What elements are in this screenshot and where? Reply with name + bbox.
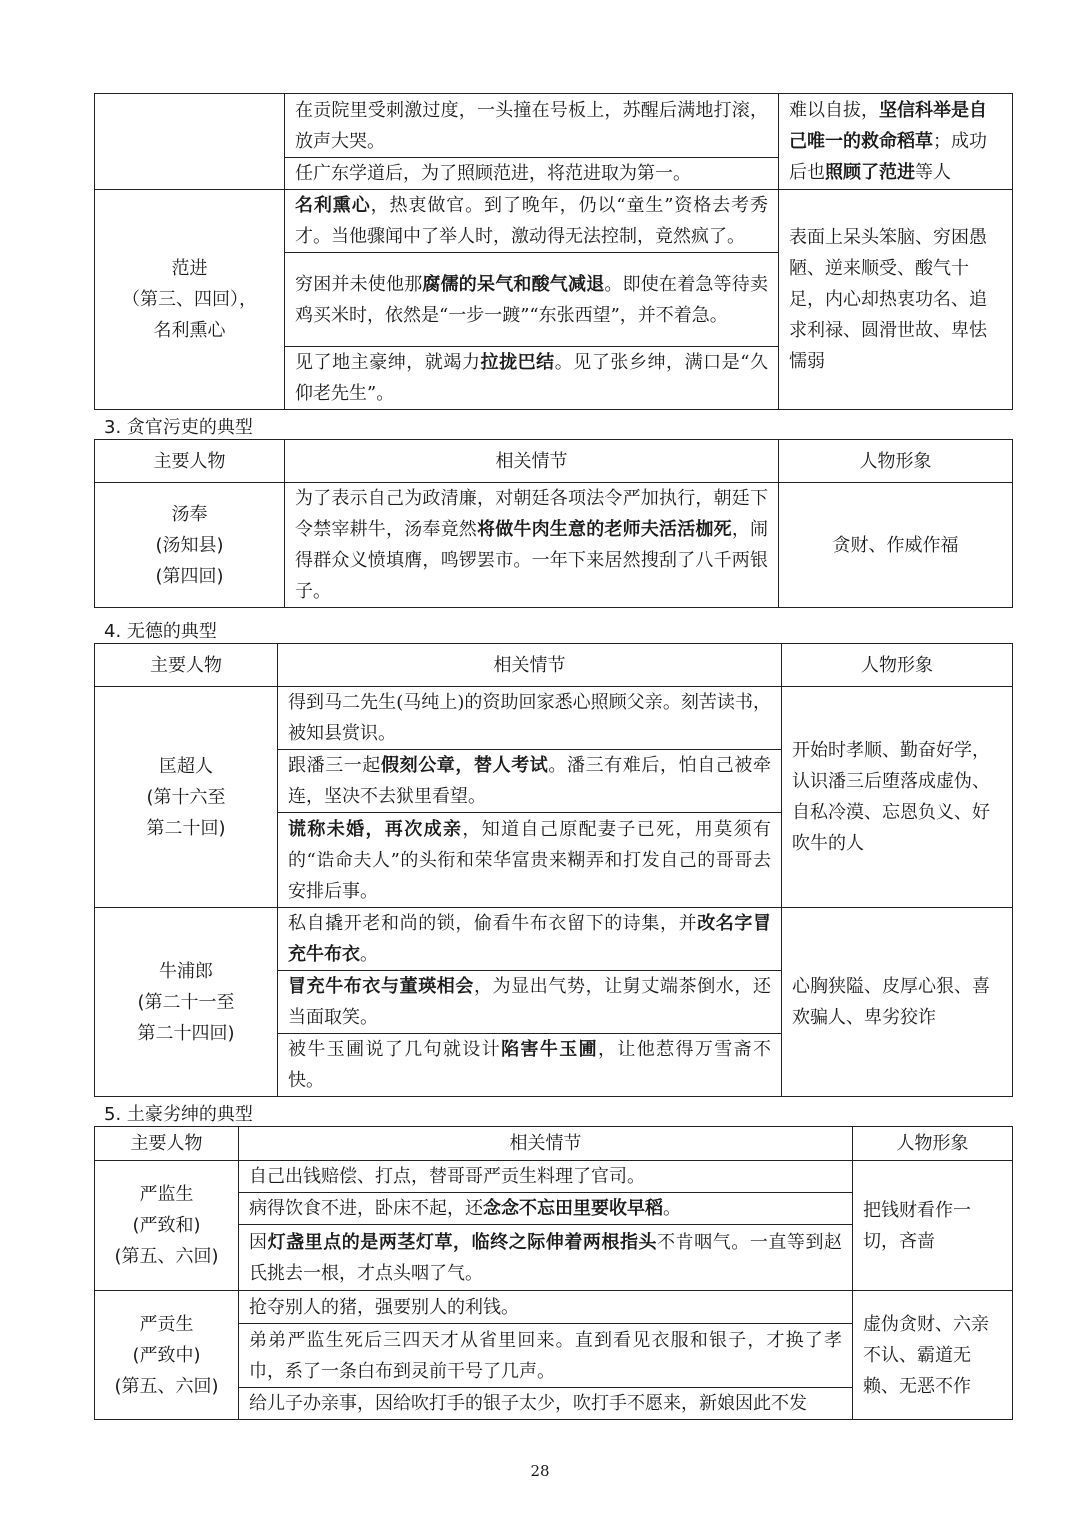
image-cell xyxy=(779,483,1013,608)
plot-cell xyxy=(239,1388,853,1420)
plot-cell xyxy=(278,971,782,1034)
plot-cell xyxy=(239,1225,853,1291)
text-segment: ，闹得群众义愤填膺，鸣锣罢市。一年下来居然搜刮了八千两银子。 xyxy=(295,519,769,602)
text-segment: 心胸狭隘、皮厚心狠、喜欢骗人、卑劣狡诈 xyxy=(792,976,990,1028)
text-segment: ；成功后也 xyxy=(789,131,987,183)
column-header: 人物形象 xyxy=(782,644,1013,687)
text-segment: 病得饮食不进，卧床不起，还 xyxy=(249,1198,483,1219)
text-segment: 不肯咽气。一直等到赵氏挑去一根，才点头咽了气。 xyxy=(249,1231,843,1284)
character-note: (严致和) xyxy=(132,1215,201,1236)
character-name: 汤奉 xyxy=(171,503,208,525)
table-row xyxy=(95,94,1013,158)
text-segment: 贪财、作威作福 xyxy=(832,534,959,556)
emphasized-text: 假刻公章，替人考试 xyxy=(381,755,549,776)
section-title: 5. 土豪劣绅的典型 xyxy=(104,1104,253,1125)
image-cell xyxy=(853,1161,1013,1291)
plot-cell xyxy=(278,1034,782,1097)
text-segment: 。 xyxy=(360,944,378,965)
text-segment: ，为显出气势，让舅丈端茶倒水，还当面取笑。 xyxy=(288,976,771,1028)
character-name: 范进 xyxy=(171,258,208,279)
emphasized-text: 念念不忘田里要收早稻 xyxy=(483,1198,663,1219)
character-note: （第三、四回）， xyxy=(122,289,257,310)
column-header: 人物形象 xyxy=(853,1127,1013,1161)
text-segment: 因 xyxy=(249,1231,268,1253)
image-cell xyxy=(779,94,1013,190)
text-segment: 弟弟严监生死后三四天才从省里回来。直到看见衣服和银子，才换了孝巾，系了一条白布到灵前干号了几声。 xyxy=(249,1329,842,1382)
table-row xyxy=(95,1161,1013,1193)
character-note: (第四回) xyxy=(155,565,224,587)
character-cell xyxy=(95,483,285,608)
text-segment: 为了表示自己为政清廉，对朝廷各项法令严加执行，朝廷下令禁宰耕牛，汤奉竟然 xyxy=(295,488,768,540)
emphasized-text: 腐儒的呆气和酸气减退 xyxy=(422,273,605,295)
plot-cell xyxy=(239,1324,853,1388)
plot-cell xyxy=(239,1161,853,1193)
character-note: (严致中) xyxy=(132,1344,201,1366)
character-note: 第二十回) xyxy=(146,817,226,839)
table-header-row xyxy=(95,440,1013,483)
emphasized-text: 谎称未婚，再次成亲 xyxy=(288,818,463,840)
table-row xyxy=(95,1291,1013,1324)
text-segment: 。潘三有难后，怕自己被牵连，坚决不去狱里看望。 xyxy=(288,755,772,807)
column-header: 主要人物 xyxy=(95,644,278,687)
table-header-row xyxy=(95,1127,1013,1161)
text-segment: 给儿子办亲事，因给吹打手的银子太少，吹打手不愿来，新娘因此不发 xyxy=(249,1393,807,1414)
character-note: (第二十一至 xyxy=(137,991,235,1013)
character-name: 匡超人 xyxy=(159,755,213,777)
text-segment: ，热衷做官。到了晚年，仍以“童生”资格去考秀才。当他骤闻中了举人时，激动得无法控制，竟然疯了。 xyxy=(295,195,769,247)
text-segment: 私自撬开老和尚的锁，偷看牛布衣留下的诗集，并 xyxy=(288,913,698,934)
emphasized-text: 陷害牛玉圃 xyxy=(501,1039,598,1060)
text-segment: 自己出钱赔偿、打点，替哥哥严贡生料理了官司。 xyxy=(249,1166,645,1187)
character-note: (第五、六回) xyxy=(114,1375,219,1397)
column-header: 相关情节 xyxy=(278,644,782,687)
text-segment: 被牛玉圃说了几句就设计 xyxy=(288,1039,502,1060)
table-row xyxy=(95,190,1013,253)
column-header: 主要人物 xyxy=(95,440,285,483)
column-header: 主要人物 xyxy=(95,1127,239,1161)
emphasized-text: 改名字冒充牛布衣 xyxy=(288,913,772,965)
text-segment: 把钱财看作一切，吝啬 xyxy=(863,1199,971,1252)
table-continued xyxy=(94,93,1013,410)
text-segment: 抢夺别人的猪，强要别人的利钱。 xyxy=(249,1296,519,1318)
text-segment: 在贡院里受刺激过度，一头撞在号板上，苏醒后满地打滚，放声大哭。 xyxy=(295,99,768,152)
plot-cell xyxy=(285,158,779,190)
table-row xyxy=(95,908,1013,971)
text-segment: 难以自拔， xyxy=(789,100,879,121)
text-segment: 虚伪贪财、六亲不认、霸道无赖、无恶不作 xyxy=(863,1313,989,1397)
emphasized-text: 坚信科举是自己唯一的救命稻草 xyxy=(789,100,987,152)
emphasized-text: 照顾了范进 xyxy=(825,162,915,183)
character-cell xyxy=(95,1291,239,1420)
character-note: (汤知县) xyxy=(155,534,224,556)
column-header: 相关情节 xyxy=(239,1127,853,1161)
image-cell xyxy=(853,1291,1013,1420)
text-segment: 见了地主豪绅，就竭力 xyxy=(295,352,481,373)
character-note: (第五、六回) xyxy=(114,1246,219,1267)
text-segment: 。见了张乡绅，满口是“久仰老先生”。 xyxy=(295,352,769,404)
character-cell xyxy=(95,1161,239,1291)
character-cell xyxy=(95,94,285,190)
plot-cell xyxy=(278,908,782,971)
character-cell xyxy=(95,908,278,1097)
image-cell xyxy=(779,190,1013,410)
column-header: 人物形象 xyxy=(779,440,1013,483)
plot-cell xyxy=(285,253,779,347)
table-immoral xyxy=(94,643,1013,1097)
emphasized-text: 名利熏心 xyxy=(295,195,371,216)
column-header: 相关情节 xyxy=(285,440,779,483)
character-note: 名利熏心 xyxy=(153,320,226,341)
emphasized-text: 灯盏里点的是两茎灯草，临终之际伸着两根指头 xyxy=(267,1231,658,1253)
plot-cell xyxy=(278,750,782,813)
text-segment: 跟潘三一起 xyxy=(288,755,381,776)
text-segment: 任广东学道后，为了照顾范进，将范进取为第一。 xyxy=(295,163,691,184)
section-title: 4. 无德的典型 xyxy=(104,621,217,642)
character-name: 严贡生 xyxy=(139,1313,194,1335)
text-segment: ，让他惹得万雪斋不快。 xyxy=(288,1039,771,1091)
emphasized-text: 冒充牛布衣与董瑛相会 xyxy=(288,976,474,997)
image-cell xyxy=(782,908,1013,1097)
image-cell xyxy=(782,687,1013,908)
text-segment: 得到马二先生(马纯上)的资助回家悉心照顾父亲。刻苦读书，被知县赏识。 xyxy=(288,692,771,744)
text-segment: ，知道自己原配妻子已死，用莫须有的“诰命夫人”的头衔和荣华富贵来糊弄和打发自己的哥哥去安排后事。 xyxy=(288,818,771,902)
text-segment: 。即使在着急等待卖鸡买米时，依然是“一步一踱”“东张西望”，并不着急。 xyxy=(295,273,769,326)
plot-cell xyxy=(239,1291,853,1324)
character-name: 严监生 xyxy=(139,1184,194,1205)
section-title: 3. 贪官污吏的典型 xyxy=(104,417,253,438)
table-row xyxy=(95,483,1013,608)
plot-cell xyxy=(285,94,779,158)
plot-cell xyxy=(278,813,782,908)
text-segment: 等人 xyxy=(915,162,951,183)
plot-cell xyxy=(239,1193,853,1225)
character-cell xyxy=(95,190,285,410)
text-segment: 开始时孝顺、勤奋好学，认识潘三后堕落成虚伪、自私冷漠、忘恩负义、好吹牛的人 xyxy=(792,740,990,854)
plot-cell xyxy=(285,483,779,608)
character-note: (第十六至 xyxy=(146,786,226,808)
character-name: 牛浦郎 xyxy=(159,960,213,982)
page-number: 28 xyxy=(530,1462,550,1480)
table-row xyxy=(95,687,1013,750)
plot-cell xyxy=(285,347,779,410)
text-segment: 表面上呆头笨脑、穷困愚陋、逆来顺受、酸气十足，内心却热衷功名、追求利禄、圆滑世故、卑怯懦弱 xyxy=(789,227,987,372)
table-header-row xyxy=(95,644,1013,687)
plot-cell xyxy=(278,687,782,750)
character-note: 第二十四回) xyxy=(137,1022,235,1044)
emphasized-text: 将做牛肉生意的老师夫活活枷死 xyxy=(477,519,732,540)
text-segment: 。 xyxy=(663,1198,681,1219)
plot-cell xyxy=(285,190,779,253)
character-cell xyxy=(95,687,278,908)
text-segment: 穷困并未使他那 xyxy=(295,273,423,295)
table-corrupt-officials xyxy=(94,439,1013,608)
table-local-tyrants xyxy=(94,1126,1013,1420)
emphasized-text: 拉拢巴结 xyxy=(480,352,555,373)
